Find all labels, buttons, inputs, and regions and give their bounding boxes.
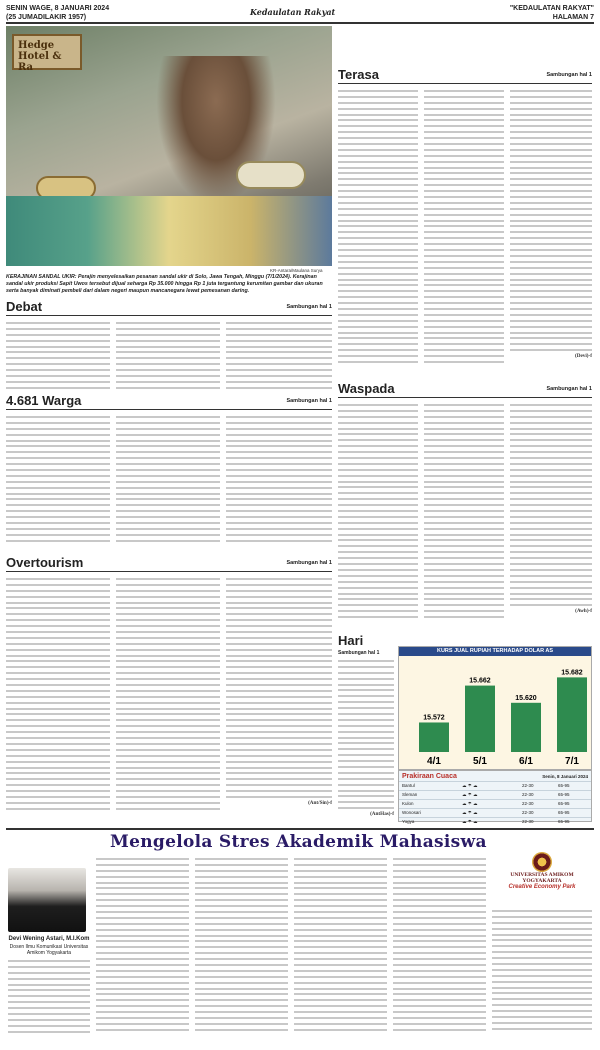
weather-header bbox=[399, 771, 591, 781]
photo-credit: KR-Antara/Maulana Surya bbox=[270, 268, 323, 273]
hari-continued: Sambungan hal 1 bbox=[338, 650, 380, 656]
warga-continued: Sambungan hal 1 bbox=[286, 398, 332, 404]
kurs-title: KURS JUAL RUPIAH TERHADAP DOLAR AS bbox=[399, 647, 591, 656]
amikom-emblem bbox=[532, 852, 552, 872]
waspada-col-3 bbox=[510, 402, 592, 615]
opinion-col-3 bbox=[294, 856, 387, 1033]
weather-city: Yogya bbox=[402, 819, 415, 824]
author-photo bbox=[8, 868, 86, 932]
opinion-title: Mengelola Stres Akademik Mahasiswa bbox=[110, 832, 487, 852]
kurs-value-label: 15.662 bbox=[469, 677, 491, 685]
kurs-bar bbox=[557, 677, 587, 752]
university-logo bbox=[492, 852, 592, 902]
kurs-chart bbox=[398, 646, 592, 770]
weather-humidity: 65-95 bbox=[558, 792, 570, 797]
opinion-col-1 bbox=[96, 856, 189, 1033]
waspada-col-1 bbox=[338, 402, 418, 620]
overtourism-col-3 bbox=[226, 576, 332, 806]
weather-temp: 22-30 bbox=[522, 810, 534, 815]
weather-date: Senin, 8 Januari 2024 bbox=[542, 773, 588, 779]
terasa-col-3 bbox=[510, 88, 592, 360]
waspada-tag: (Awh)-f bbox=[575, 608, 592, 615]
university-name: UNIVERSITAS AMIKOM YOGYAKARTA bbox=[510, 872, 574, 884]
overtourism-continued: Sambungan hal 1 bbox=[286, 560, 332, 566]
hari-title: Hari bbox=[338, 633, 364, 648]
waspada-col-2 bbox=[424, 402, 504, 620]
cloud-rain-icon: ☁ ☂ ☁ bbox=[462, 819, 478, 824]
weather-row bbox=[399, 808, 591, 817]
terasa-title: Terasa bbox=[338, 67, 379, 82]
opinion-col-4 bbox=[393, 856, 486, 1033]
weather-city: Kulon bbox=[402, 801, 414, 806]
section-rule bbox=[338, 83, 592, 84]
edition-date bbox=[6, 4, 109, 22]
warga-title: 4.681 Warga bbox=[6, 393, 82, 408]
hari-col-1 bbox=[338, 658, 394, 818]
weather-humidity: 65-95 bbox=[558, 819, 570, 824]
section-rule bbox=[338, 397, 592, 398]
news-photo bbox=[6, 26, 332, 266]
date: SENIN WAGE, 8 JANUARI 2024 bbox=[6, 5, 110, 12]
overtourism-col-1 bbox=[6, 576, 110, 812]
weather-title: Prakiraan Cuaca bbox=[402, 772, 457, 780]
overtourism-header bbox=[6, 556, 332, 574]
weather-temp: 22-30 bbox=[522, 819, 534, 824]
weather-row bbox=[399, 781, 591, 790]
terasa-col-2 bbox=[424, 88, 504, 365]
warga-col-2 bbox=[116, 414, 220, 544]
photo-caption: KERAJINAN SANDAL UKIR: Perajin menyelesaikan pesanan sandal ukir di Solo, Jawa Tengah, Minggu (7/1/2024). Kerajinan sandal ukir produksi Sapit Uwos tersebut dijual seharga Rp 35.000 hingga Rp 1 juta tergantung kerumitan gambar dan ukuran serta banyak diminati pembeli dari dalam negeri maupun mancanegara lewat pemesanan daring. bbox=[6, 274, 323, 294]
section-rule bbox=[6, 409, 332, 410]
opinion-col-5 bbox=[492, 908, 592, 1032]
debat-col-3 bbox=[226, 320, 332, 391]
weather-row bbox=[399, 799, 591, 808]
kurs-bar bbox=[465, 686, 495, 752]
sandal-shape bbox=[236, 161, 306, 189]
masthead: Kedaulatan Rakyat bbox=[250, 7, 336, 17]
overtourism-col-2 bbox=[116, 576, 220, 812]
weather-humidity: 65-95 bbox=[558, 801, 570, 806]
work-table bbox=[6, 196, 332, 266]
opinion-col-0 bbox=[8, 958, 90, 1035]
cloud-rain-icon: ☁ ☂ ☁ bbox=[462, 801, 478, 806]
cloud-rain-icon: ☁ ☂ ☁ bbox=[462, 792, 478, 797]
kurs-value-label: 15.682 bbox=[561, 669, 583, 677]
overtourism-title: Overtourism bbox=[6, 555, 84, 570]
weather-rows bbox=[399, 781, 591, 826]
warga-col-3 bbox=[226, 414, 332, 544]
cloud-rain-icon: ☁ ☂ ☁ bbox=[462, 783, 478, 788]
debat-title: Debat bbox=[6, 299, 43, 314]
kurs-bars bbox=[399, 656, 591, 769]
opinion-columns bbox=[96, 856, 486, 1033]
kurs-date-label: 5/1 bbox=[473, 756, 487, 767]
section-name: "KEDAULATAN RAKYAT" bbox=[509, 5, 594, 12]
terasa-col-1 bbox=[338, 88, 418, 365]
weather-humidity: 65-95 bbox=[558, 783, 570, 788]
kurs-date-label: 7/1 bbox=[565, 756, 579, 767]
weather-city: Sleman bbox=[402, 792, 418, 797]
kurs-bar bbox=[511, 703, 541, 752]
waspada-title: Waspada bbox=[338, 381, 395, 396]
opinion-col-2 bbox=[195, 856, 288, 1033]
debat-col-2 bbox=[116, 320, 220, 391]
hijri-date: (25 JUMADILAKIR 1957) bbox=[6, 14, 87, 21]
kurs-date-label: 6/1 bbox=[519, 756, 533, 767]
section-rule bbox=[6, 315, 332, 316]
author-name: Devi Wening Astari, M.I.Kom bbox=[8, 936, 90, 942]
kurs-bar bbox=[419, 722, 449, 752]
weather-temp: 22-30 bbox=[522, 783, 534, 788]
section-rule bbox=[6, 571, 332, 572]
kurs-value-label: 15.572 bbox=[423, 714, 445, 722]
debat-col-1 bbox=[6, 320, 110, 391]
debat-header bbox=[6, 300, 332, 318]
weather-city: Wonosari bbox=[402, 810, 421, 815]
weather-humidity: 65-95 bbox=[558, 810, 570, 815]
hotel-sign: Hedge Hotel & Ra bbox=[12, 34, 82, 70]
waspada-continued: Sambungan hal 1 bbox=[546, 386, 592, 392]
kurs-value-label: 15.620 bbox=[515, 694, 537, 702]
cloud-rain-icon: ☁ ☂ ☁ bbox=[462, 810, 478, 815]
waspada-header bbox=[338, 382, 592, 400]
university-tagline: Creative Economy Park bbox=[508, 884, 576, 890]
weather-table bbox=[398, 770, 592, 822]
weather-row bbox=[399, 817, 591, 826]
author-role: Dosen Ilmu Komunikasi Universitas Amikom Yogyakarta bbox=[9, 944, 89, 956]
page-info bbox=[510, 4, 594, 22]
terasa-tag: (Devi)-f bbox=[575, 353, 592, 360]
warga-header bbox=[6, 394, 332, 412]
overtourism-tag: (Ant/Sin)-f bbox=[308, 799, 332, 806]
debat-continued: Sambungan hal 1 bbox=[286, 304, 332, 310]
kurs-date-label: 4/1 bbox=[427, 756, 441, 767]
terasa-header bbox=[338, 68, 592, 86]
weather-row bbox=[399, 790, 591, 799]
weather-city: Bantul bbox=[402, 783, 415, 788]
page-number: HALAMAN 7 bbox=[552, 14, 594, 21]
weather-temp: 22-30 bbox=[522, 792, 534, 797]
warga-col-1 bbox=[6, 414, 110, 544]
terasa-continued: Sambungan hal 1 bbox=[546, 72, 592, 78]
hari-tag: (AntHas)-f bbox=[370, 811, 394, 818]
header-rule bbox=[6, 22, 594, 24]
weather-temp: 22-30 bbox=[522, 801, 534, 806]
